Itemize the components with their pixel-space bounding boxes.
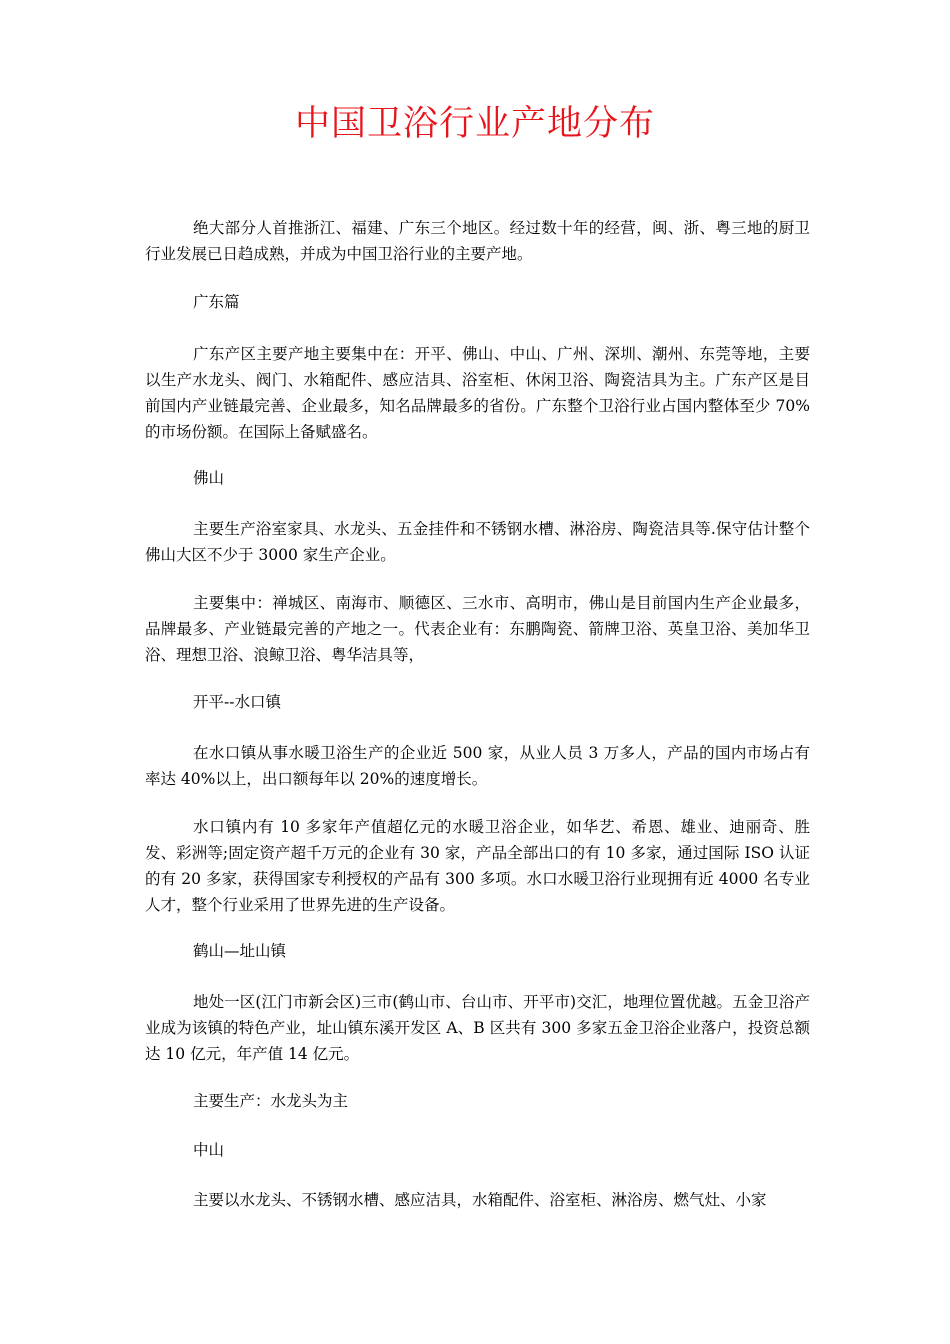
intro-paragraph: 绝大部分人首推浙江、福建、广东三个地区。经过数十年的经营，闽、浙、粤三地的厨卫行业发展已日趋成熟，并成为中国卫浴行业的主要产地。	[145, 219, 810, 263]
kaiping-paragraph-1: 在水口镇从事水暖卫浴生产的企业近 500 家，从业人员 3 万多人，产品的国内市场占有率达 40%以上，出口额每年以 20%的速度增长。	[145, 744, 810, 788]
zhongshan-paragraph: 主要以水龙头、不锈钢水槽、感应洁具，水箱配件、浴室柜、淋浴房、燃气灶、小家	[193, 1191, 767, 1209]
foshan-paragraph-2: 主要集中：禅城区、南海市、顺德区、三水市、高明市，佛山是目前国内生产企业最多，品牌最多、产业链最完善的产地之一。代表企业有：东鹏陶瓷、箭牌卫浴、英皇卫浴、美加华卫浴、理想卫浴、浪鲸卫浴、粤华洁具等，	[145, 594, 810, 664]
guangdong-paragraph: 广东产区主要产地主要集中在：开平、佛山、中山、广州、深圳、潮州、东莞等地，主要以生产水龙头、阀门、水箱配件、感应洁具、浴室柜、休闲卫浴、陶瓷洁具为主。广东产区是目前国内产业链最完善、企业最多，知名品牌最多的省份。广东整个卫浴行业占国内整体至少 70%的市场份额。在国际上备赋盛名。	[145, 345, 810, 441]
section-heading-foshan: 佛山	[193, 469, 225, 487]
section-heading-heshan: 鹤山—址山镇	[193, 942, 287, 960]
heshan-paragraph: 地处一区(江门市新会区)三市(鹤山市、台山市、开平市)交汇，地理位置优越。五金卫浴产业成为该镇的特色产业，址山镇东溪开发区 A、B 区共有 300 多家五金卫浴企业落户，投资总额达 10 亿元，年产值 14 亿元。	[145, 993, 810, 1063]
section-heading-kaiping: 开平--水口镇	[193, 693, 281, 711]
kaiping-paragraph-2: 水口镇内有 10 多家年产值超亿元的水暖卫浴企业，如华艺、希恩、雄业、迪丽奇、胜发、彩洲等;固定资产超千万元的企业有 30 家，产品全部出口的有 10 多家，通过国际 ISO 认证的有 20 多家，获得国家专利授权的产品有 300 多项。水口水暖卫浴行业现拥有近 4000 名专业人才，整个行业采用了世界先进的生产设备。	[145, 818, 810, 914]
document-title: 中国卫浴行业产地分布	[294, 104, 655, 144]
section-heading-zhongshan: 中山	[193, 1141, 225, 1159]
section-heading-guangdong: 广东篇	[193, 293, 240, 311]
foshan-paragraph-1: 主要生产浴室家具、水龙头、五金挂件和不锈钢水槽、淋浴房、陶瓷洁具等.保守估计整个佛山大区不少于 3000 家生产企业。	[145, 520, 810, 564]
heshan-main-products: 主要生产：水龙头为主	[193, 1092, 349, 1110]
